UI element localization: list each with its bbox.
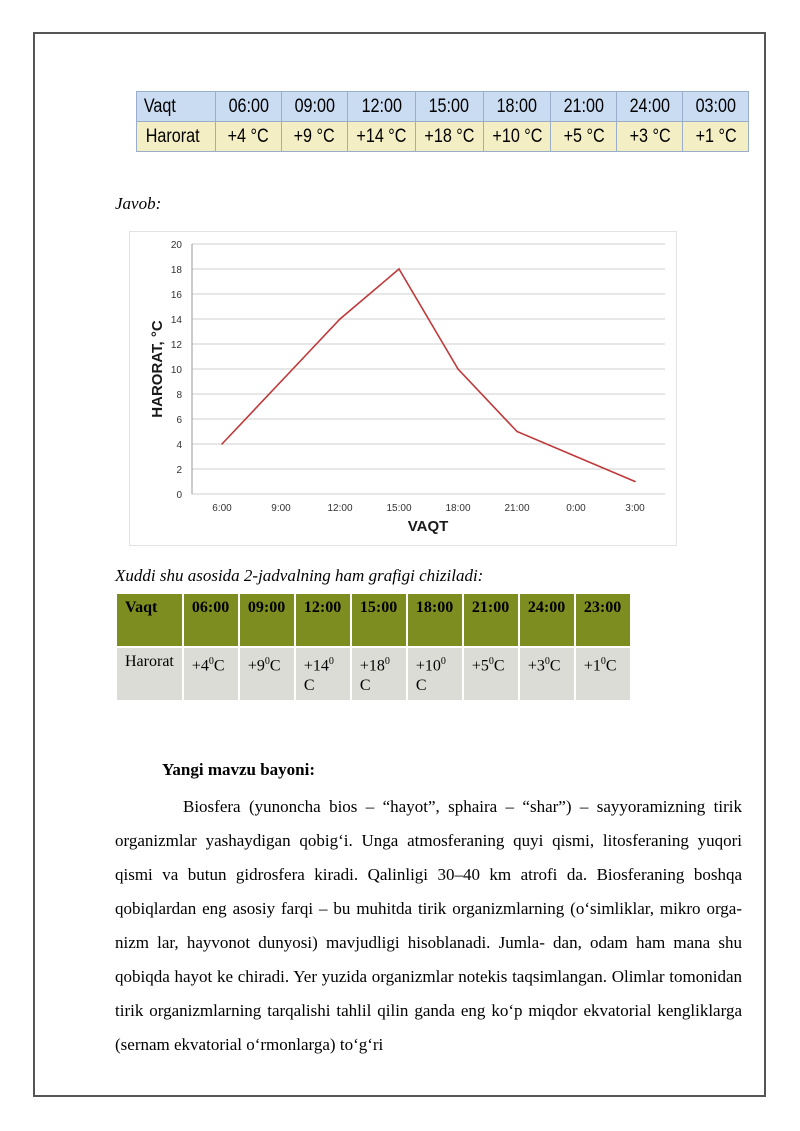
y-tick-label: 2 <box>176 465 182 476</box>
temperature-table-1 <box>136 91 749 152</box>
data-point <box>280 381 282 383</box>
data-point <box>575 456 577 458</box>
table1-time-cell: 06:00 <box>216 92 282 122</box>
y-tick-label: 12 <box>170 340 182 351</box>
table1-time-cell: 24:00 <box>617 92 683 122</box>
table2-temp-cell <box>352 648 406 700</box>
table1-time-cell: 18:00 <box>483 92 551 122</box>
table2-time-cell: 15:00 <box>352 594 406 646</box>
y-tick-label: 20 <box>170 240 182 251</box>
x-tick-label: 18:00 <box>445 503 471 514</box>
section-heading: Yangi mavzu bayoni: <box>162 760 316 779</box>
degree-mark: 0 <box>264 656 270 667</box>
temp-number: +3 <box>527 657 545 675</box>
table2-temp-cell <box>520 648 574 700</box>
y-tick-label: 14 <box>170 315 182 326</box>
paragraph-indent <box>115 797 183 816</box>
x-tick-label: 12:00 <box>327 503 353 514</box>
table2-temp-cell <box>184 648 238 700</box>
table2-header-label: Vaqt <box>117 594 182 646</box>
table1-row-label: Harorat <box>137 122 216 152</box>
data-point <box>516 431 518 433</box>
temp-number: +5 <box>471 657 489 675</box>
table1-time-cell: 09:00 <box>282 92 348 122</box>
y-tick-label: 18 <box>170 265 182 276</box>
table1-temp-cell: +18 °C <box>415 122 483 152</box>
temp-unit: C <box>303 677 315 695</box>
data-point <box>221 443 223 445</box>
y-axis-title: HARORAT, °C <box>149 320 166 418</box>
table2-time-cell: 06:00 <box>184 594 238 646</box>
data-point <box>398 268 400 270</box>
table2-time-cell: 21:00 <box>464 594 518 646</box>
table2-temp-cell <box>576 648 630 700</box>
table2-temp-cell <box>464 648 518 700</box>
table1-time-cell: 03:00 <box>683 92 749 122</box>
data-point <box>339 318 341 320</box>
temp-unit: C <box>213 657 225 675</box>
table1-temp-cell: +14 °C <box>348 122 416 152</box>
y-tick-label: 6 <box>176 415 182 426</box>
y-tick-label: 8 <box>176 390 182 401</box>
table1-time-cell: 15:00 <box>415 92 483 122</box>
temp-unit: C <box>493 657 505 675</box>
table2-row-label: Harorat <box>117 648 182 700</box>
data-point <box>457 368 459 370</box>
temp-unit: C <box>359 677 371 695</box>
temp-number: +14 <box>303 657 329 675</box>
x-axis-title: VAQT <box>407 518 449 535</box>
table1-temp-cell: +3 °C <box>617 122 683 152</box>
chart-svg <box>130 232 678 547</box>
degree-mark: 0 <box>544 656 550 667</box>
x-tick-label: 21:00 <box>504 503 530 514</box>
temp-unit: C <box>415 677 427 695</box>
table1-time-cell: 21:00 <box>551 92 617 122</box>
y-tick-label: 0 <box>176 490 182 501</box>
degree-mark: 0 <box>384 656 390 667</box>
table2-time-cell: 12:00 <box>296 594 350 646</box>
x-tick-label: 15:00 <box>386 503 412 514</box>
temp-number: +10 <box>415 657 441 675</box>
table2-time-cell: 24:00 <box>520 594 574 646</box>
answer-label: Javob: <box>115 194 162 213</box>
table2-temp-cell <box>240 648 294 700</box>
table2-time-cell: 23:00 <box>576 594 630 646</box>
table2-time-cell: 18:00 <box>408 594 462 646</box>
temp-number: +18 <box>359 657 385 675</box>
x-tick-label: 9:00 <box>271 503 291 514</box>
table1-temp-cell: +10 °C <box>483 122 551 152</box>
temp-unit: C <box>605 657 617 675</box>
table1-temp-cell: +1 °C <box>683 122 749 152</box>
data-point <box>634 481 636 483</box>
table1-temp-cell: +9 °C <box>282 122 348 152</box>
temperature-line-chart <box>129 231 677 546</box>
x-tick-label: 0:00 <box>566 503 586 514</box>
table2-temp-cell <box>408 648 462 700</box>
temp-number: +1 <box>583 657 601 675</box>
table2-temp-cell <box>296 648 350 700</box>
temp-number: +9 <box>247 657 265 675</box>
body-paragraph <box>115 790 742 1062</box>
table1-header-label: Vaqt <box>137 92 216 122</box>
temperature-table-2 <box>115 592 632 702</box>
degree-mark: 0 <box>208 656 214 667</box>
temp-unit: C <box>549 657 561 675</box>
table2-time-cell: 09:00 <box>240 594 294 646</box>
y-tick-label: 16 <box>170 290 182 301</box>
x-tick-label: 3:00 <box>625 503 645 514</box>
temp-number: +4 <box>191 657 209 675</box>
table1-temp-cell: +5 °C <box>551 122 617 152</box>
x-tick-label: 6:00 <box>212 503 232 514</box>
degree-mark: 0 <box>328 656 334 667</box>
y-tick-label: 4 <box>176 440 182 451</box>
body-paragraph-text: Biosfera (yunoncha bios – “hayot”, sphaira – “shar”) – sayyoramizning tirik organizmlar yashaydigan qobig‘i. Unga atmosferaning quyi qismi, litosferaning yuqori qismi va butun gidrosfera kiradi. Qalinligi 30–40 km atrofi da. Biosferaning boshqa qobiqlardan eng asosiy farqi – bu muhitda tirik organizmlarning (o‘simliklar, mikro orga- nizm lar, hayvonot dunyosi) mavjudligi hisoblanadi. Jumla- dan, odam ham mana shu qobiqda hayot ke chiradi. Yer yuzida organizmlar notekis taqsimlangan. Olimlar tomonidan tirik organizmlarning tarqalishi tahlil qilin ganda eng ko‘p miqdor ekvatorial kengliklarga (sernam ekvatorial o‘rmonlarga) to‘g‘ri <box>115 797 742 1054</box>
table1-temp-cell: +4 °C <box>216 122 282 152</box>
degree-mark: 0 <box>600 656 606 667</box>
y-tick-label: 10 <box>170 365 182 376</box>
degree-mark: 0 <box>488 656 494 667</box>
degree-mark: 0 <box>440 656 446 667</box>
table2-caption: Xuddi shu asosida 2-jadvalning ham grafigi chiziladi: <box>115 566 484 585</box>
table1-time-cell: 12:00 <box>348 92 416 122</box>
temp-unit: C <box>269 657 281 675</box>
series-line <box>222 269 635 482</box>
